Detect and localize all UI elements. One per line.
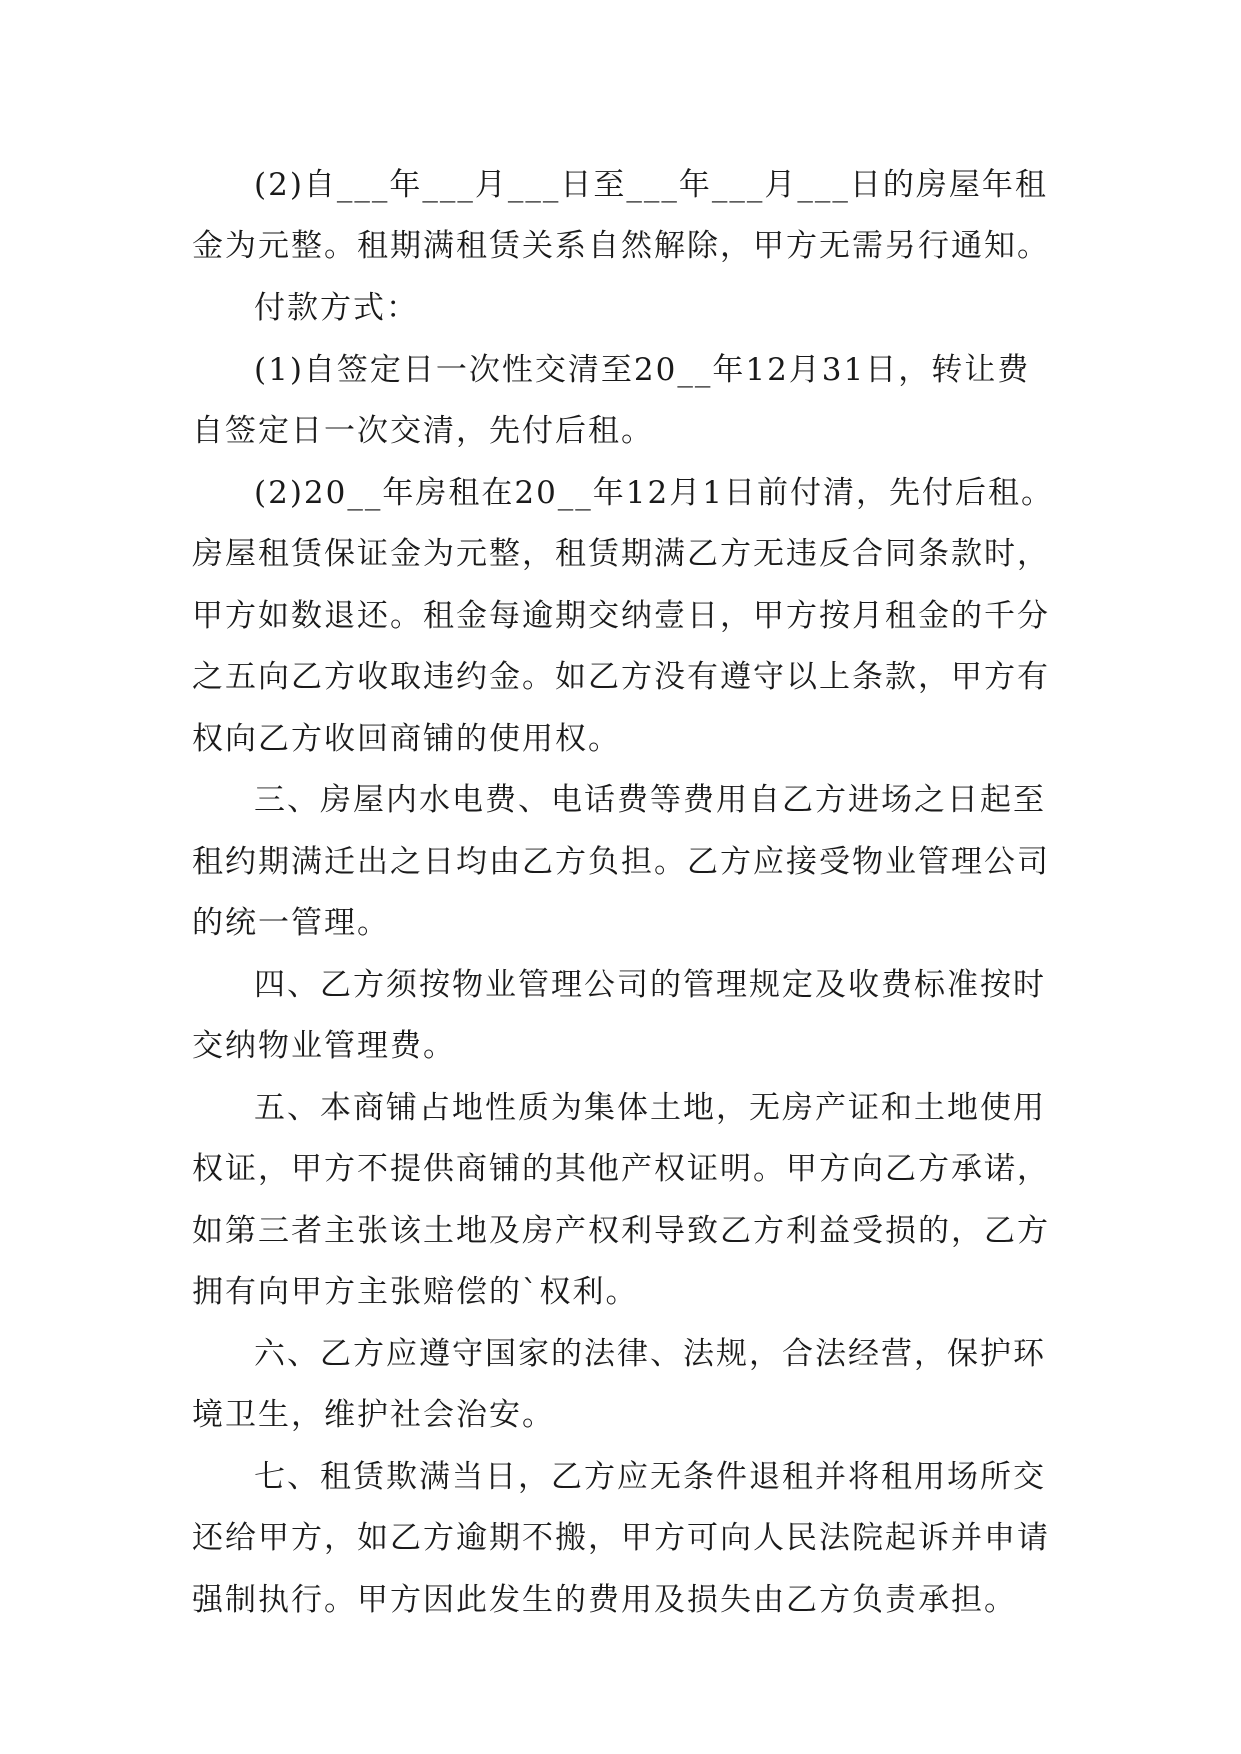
text-line: 的统一管理。 (192, 905, 390, 941)
text-line: (2)20__年房租在20__年12月1日前付清，先付后租。 (254, 475, 1054, 511)
text-line: 强制执行。甲方因此发生的费用及损失由乙方负责承担。 (192, 1582, 1017, 1618)
text-line: 权证，甲方不提供商铺的其他产权证明。甲方向乙方承诺， (192, 1151, 1050, 1187)
text-line: 拥有向甲方主张赔偿的`权利。 (192, 1274, 639, 1310)
text-line: 四、乙方须按物业管理公司的管理规定及收费标准按时 (254, 967, 1046, 1003)
text-line: 还给甲方，如乙方逾期不搬，甲方可向人民法院起诉并申请 (192, 1520, 1050, 1556)
text-line: 三、房屋内水电费、电话费等费用自乙方进场之日起至 (254, 782, 1046, 818)
text-line: 权向乙方收回商铺的使用权。 (192, 721, 621, 757)
text-line: 六、乙方应遵守国家的法律、法规，合法经营，保护环 (254, 1336, 1046, 1372)
text-line: 交纳物业管理费。 (192, 1028, 456, 1064)
text-line: 金为元整。租期满租赁关系自然解除，甲方无需另行通知。 (192, 228, 1050, 264)
text-line: 租约期满迁出之日均由乙方负担。乙方应接受物业管理公司 (192, 844, 1050, 880)
text-line: 七、租赁欺满当日，乙方应无条件退租并将租用场所交 (254, 1459, 1046, 1495)
text-line: 境卫生，维护社会治安。 (192, 1397, 555, 1433)
text-line: 如第三者主张该土地及房产权利导致乙方利益受损的，乙方 (192, 1213, 1050, 1249)
text-line: 甲方如数退还。租金每逾期交纳壹日，甲方按月租金的千分 (192, 598, 1050, 634)
text-line: 付款方式： (254, 290, 419, 326)
text-line: (2)自___年___月___日至___年___月___日的房屋年租 (254, 167, 1048, 203)
text-line: 之五向乙方收取违约金。如乙方没有遵守以上条款，甲方有 (192, 659, 1050, 695)
text-line: 房屋租赁保证金为元整，租赁期满乙方无违反合同条款时， (192, 536, 1050, 572)
text-line: (1)自签定日一次性交清至20__年12月31日，转让费 (254, 352, 1031, 388)
text-line: 自签定日一次交清，先付后租。 (192, 413, 654, 449)
text-line: 五、本商铺占地性质为集体土地，无房产证和土地使用 (254, 1090, 1046, 1126)
